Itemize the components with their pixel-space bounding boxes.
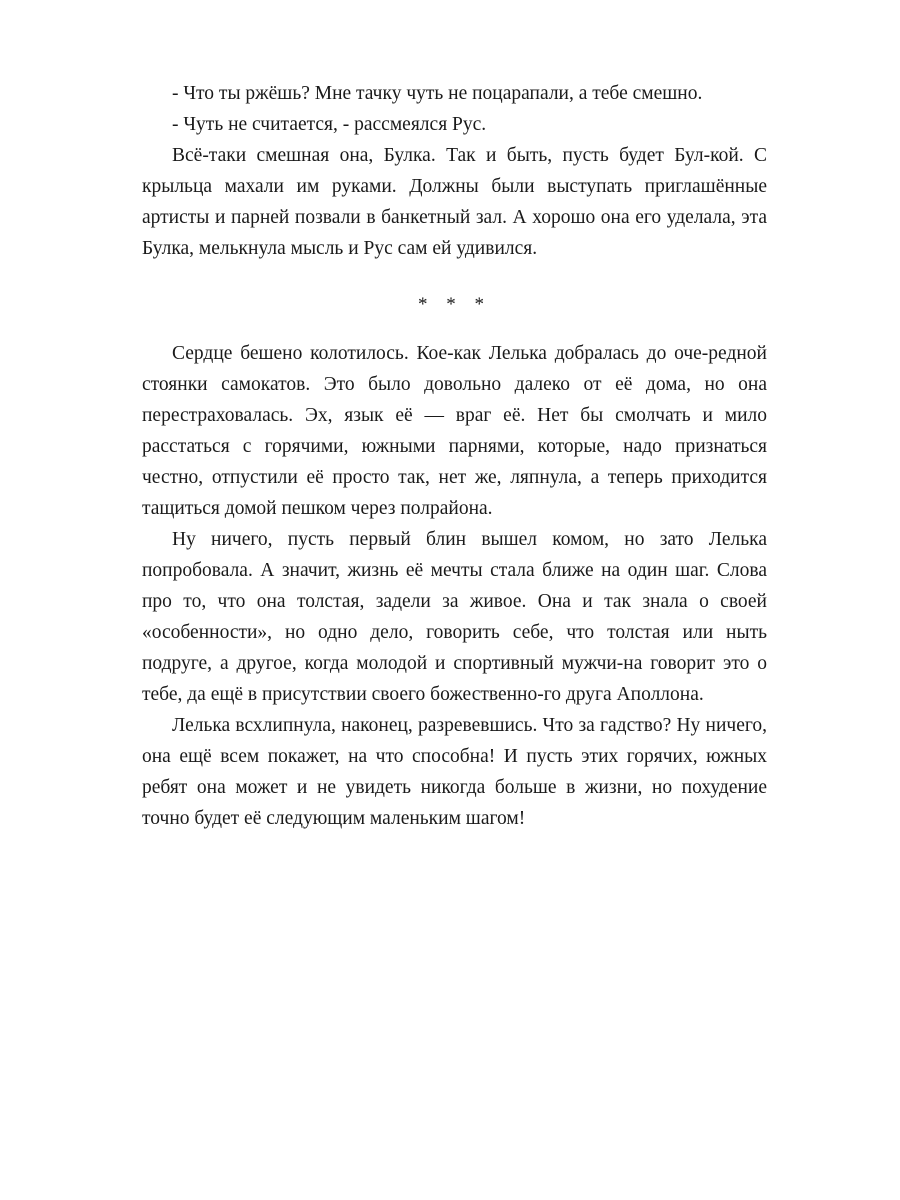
paragraph-1: Всё-таки смешная она, Булка. Так и быть, пусть будет Бул-кой. С крыльца махали им руками. Должны были выступать приглашённые артисты и парней позвали в банкетный зал. А хорошо она его уделала, эта Булка, мелькнула мысль и Рус сам ей удивился.: [142, 145, 767, 259]
paragraph-4: Лелька всхлипнула, наконец, разревевшись. Что за гадство? Ну ничего, она ещё всем покажет, на что способна! И пусть этих горячих, южных ребят она может и не увидеть никогда больше в жизни, но похудение точно будет её следующим маленьким шагом!: [142, 715, 767, 829]
paragraph-3: Ну ничего, пусть первый блин вышел комом, но зато Лелька попробовала. А значит, жизнь её мечты стала ближе на один шаг. Слова про то, что она толстая, задели за живое. Она и так знала о своей «особенности», но одно дело, говорить себе, что толстая или ныть подруге, а другое, когда молодой и спортивный мужчи-на говорит это о тебе, да ещё в присутствии своего божественно-го друга Аполлона.: [142, 529, 767, 705]
dialogue-line-1: - Что ты ржёшь? Мне тачку чуть не поцарапали, а тебе смешно.: [172, 83, 703, 104]
dialogue-line-2: - Чуть не считается, - рассмеялся Рус.: [172, 114, 487, 135]
page-text-column: [142, 78, 767, 834]
scene-break-separator: * * *: [418, 294, 491, 315]
paragraph-2: Сердце бешено колотилось. Кое-как Лелька добралась до оче-редной стоянки самокатов. Это было довольно далеко от её дома, но она перестраховалась. Эх, язык её — враг её. Нет бы смолчать и мило расстаться с горячими, южными парнями, которые, надо признаться честно, отпустили её просто так, нет же, ляпнула, а теперь приходится тащиться домой пешком через полрайона.: [142, 343, 767, 519]
